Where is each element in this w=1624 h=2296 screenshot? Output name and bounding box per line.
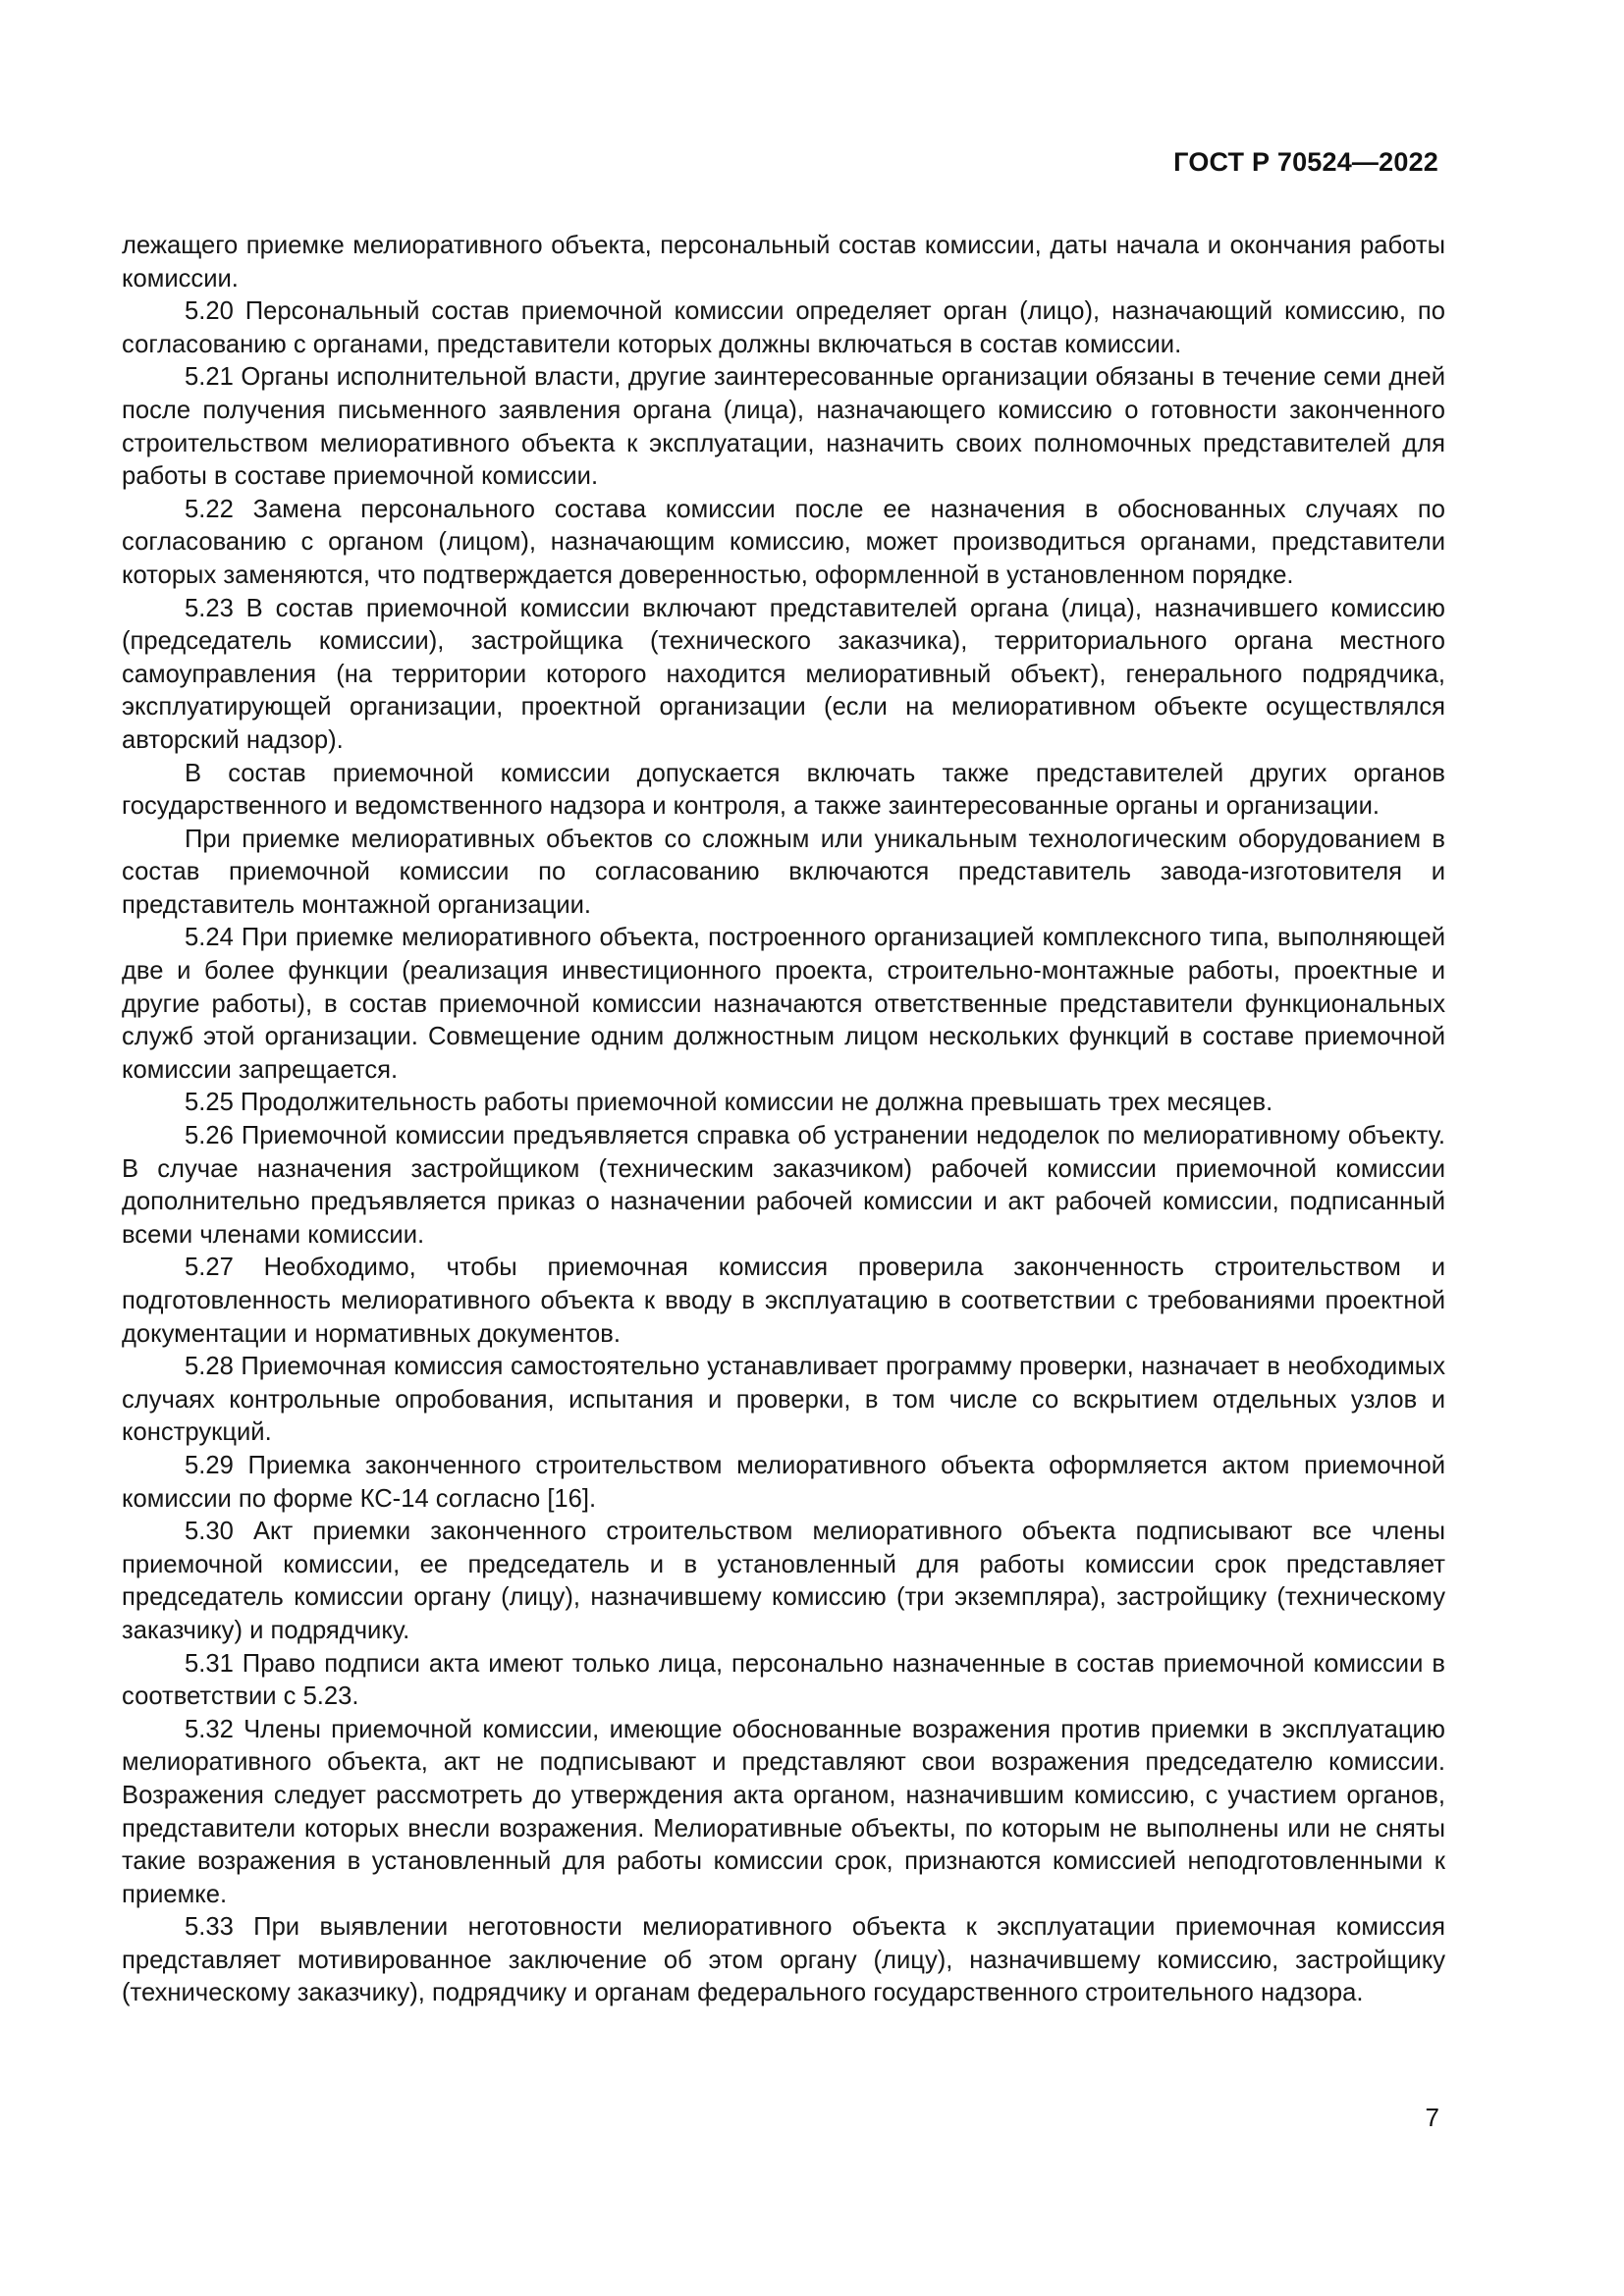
paragraph-5-24: 5.24 При приемке мелиоративного объекта, построенного организацией комплексного типа, выполняющей две и более функции (реализация инвестиционного проекта, строительно-монтажные работы, проектные и другие работы), в состав приемочной комиссии назначаются ответственные представители функциональных служб этой организации. Совмещение одним должностным лицом нескольких функций в составе приемочной комиссии запрещается. (122, 924, 1445, 1084)
paragraph-5-21: 5.21 Органы исполнительной власти, другие заинтересованные организации обязаны в течение семи дней после получения письменного заявления органа (лица), назначающего комиссию о готовности законченного строительством мелиоративного объекта к эксплуатации, назначить своих полномочных представителей для работы в составе приемочной комиссии. (122, 363, 1445, 491)
paragraph-5-30: 5.30 Акт приемки законченного строительством мелиоративного объекта подписывают все члены приемочной комиссии, ее председатель и в установленный для работы комиссии срок представляет председатель комиссии органу (лицу), назначившему комиссию (три экземпляра), застройщику (техническому заказчику) и подрядчику. (122, 1518, 1445, 1644)
paragraph-5-23-additional: В состав приемочной комиссии допускается включать также представителей других органов государственного и ведомственного надзора и контроля, а также заинтересованные органы и организации. (122, 759, 1445, 821)
paragraph-5-27: 5.27 Необходимо, чтобы приемочная комиссия проверила законченность строительством и подготовленность мелиоративного объекта к вводу в эксплуатацию в соответствии с требованиями проектной документации и нормативных документов. (122, 1254, 1445, 1348)
document-header (1173, 147, 1438, 178)
paragraph-5-23-equipment: При приемке мелиоративных объектов со сложным или уникальным технологическим оборудованием в состав приемочной комиссии по согласованию включаются представитель завода-изготовителя и представитель монтажной организации. (122, 825, 1445, 919)
paragraph-5-20: 5.20 Персональный состав приемочной комиссии определяет орган (лицо), назначающий комиссию, по согласованию с органами, представители которых должны включаться в состав комиссии. (122, 297, 1445, 358)
paragraph-5-28: 5.28 Приемочная комиссия самостоятельно устанавливает программу проверки, назначает в необходимых случаях контрольные опробования, испытания и проверки, в том числе со вскрытием отдельных узлов и конструкций. (122, 1353, 1445, 1447)
paragraph-5-26: 5.26 Приемочной комиссии предъявляется справка об устранении недоделок по мелиоративному объекту. В случае назначения застройщиком (техническим заказчиком) рабочей комиссии приемочной комиссии дополнительно предъявляется приказ о назначении рабочей комиссии и акт рабочей комиссии, подписанный всеми членами комиссии. (122, 1122, 1445, 1249)
standard-code: ГОСТ Р 70524—2022 (1173, 147, 1438, 177)
paragraph-5-23: 5.23 В состав приемочной комиссии включают представителей органа (лица), назначившего комиссию (председатель комиссии), застройщика (технического заказчика), территориального органа местного самоуправления (на территории которого находится мелиоративный объект), генерального подрядчика, эксплуатирующей организации, проектной организации (если на мелиоративном объекте осуществлялся авторский надзор). (122, 594, 1445, 754)
paragraph-continuation: лежащего приемке мелиоративного объекта, персональный состав комиссии, даты начала и окончания работы комиссии. (122, 232, 1445, 293)
document-body (122, 230, 1445, 2010)
paragraph-5-33: 5.33 При выявлении неготовности мелиоративного объекта к эксплуатации приемочная комиссия представляет мотивированное заключение об этом органу (лицу), назначившему комиссию, застройщику (техническому заказчику), подрядчику и органам федерального государственного строительного надзора. (122, 1913, 1445, 2007)
paragraph-5-25: 5.25 Продолжительность работы приемочной комиссии не должна превышать трех месяцев. (185, 1089, 1273, 1117)
paragraph-5-22: 5.22 Замена персонального состава комиссии после ее назначения в обоснованных случаях по согласованию с органом (лицом), назначающим комиссию, может производиться органами, представители которых заменяются, что подтверждается доверенностью, оформленной в установленном порядке. (122, 495, 1445, 589)
page-number: 7 (1425, 2103, 1439, 2132)
paragraph-5-32: 5.32 Члены приемочной комиссии, имеющие обоснованные возражения против приемки в эксплуатацию мелиоративного объекта, акт не подписывают и представляют свои возражения председателю комиссии. Возражения следует рассмотреть до утверждения акта органом, назначившим комиссию, с участием органов, представители которых внесли возражения. Мелиоративные объекты, по которым не выполнены или не сняты такие возражения в установленный для работы комиссии срок, признаются комиссией неподготовленными к приемке. (122, 1715, 1445, 1908)
paragraph-5-29: 5.29 Приемка законченного строительством мелиоративного объекта оформляется актом приемочной комиссии по форме КС-14 согласно [16]. (122, 1451, 1445, 1513)
paragraph-5-31: 5.31 Право подписи акта имеют только лица, персонально назначенные в состав приемочной комиссии в соответствии с 5.23. (122, 1649, 1445, 1711)
